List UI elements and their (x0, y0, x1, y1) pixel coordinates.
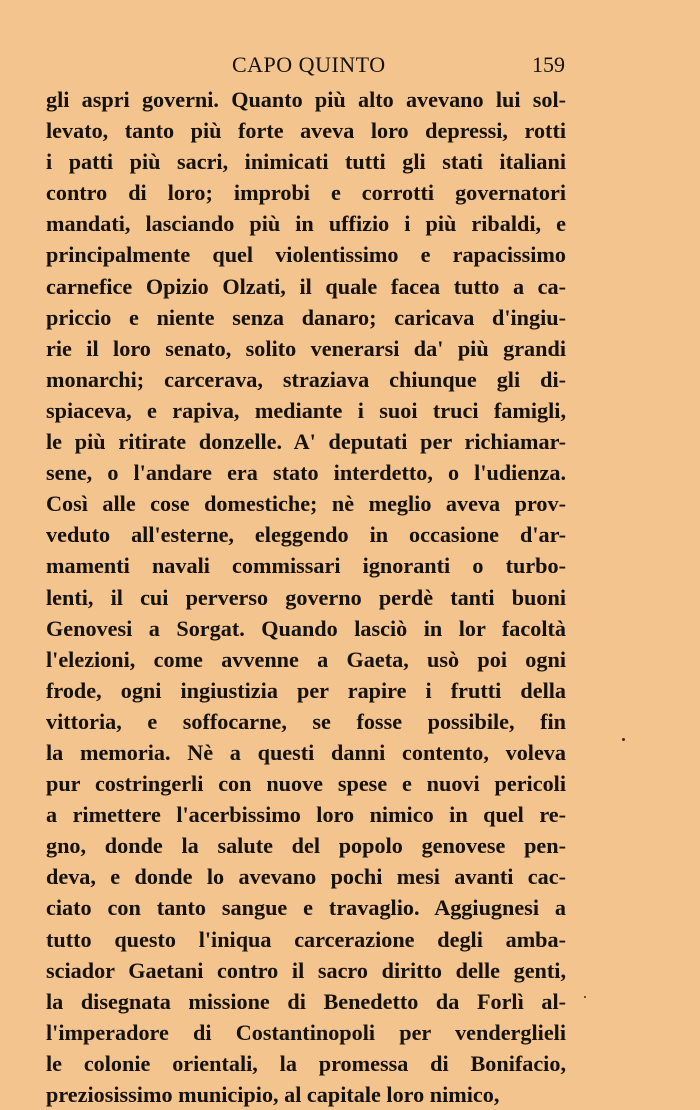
text-line: vittoria, e soffocarne, se fosse possibile, fin (46, 708, 566, 734)
text-line: gli aspri governi. Quanto più alto avevano lui sol- (46, 87, 566, 112)
text-line: lenti, il cui perverso governo perdè tanti buoni (46, 584, 566, 610)
text-line: mamenti navali commissari ignoranti o turbo- (46, 553, 566, 579)
page-number: 159 (532, 52, 565, 77)
print-speck (622, 738, 625, 741)
text-line: tutto questo l'iniqua carcerazione degli amba- (46, 926, 566, 952)
text-line: pur costringerli con nuove spese e nuovi pericoli (46, 771, 566, 797)
text-line: Così alle cose domestiche; nè meglio aveva prov- (46, 491, 566, 517)
text-line: contro di loro; improbi e corrotti governatori (46, 180, 566, 206)
text-line: principalmente quel violentissimo e rapacissimo (46, 242, 566, 268)
text-line: sene, o l'andare era stato interdetto, o l'udienza. (46, 460, 566, 486)
text-line: l'imperadore di Costantinopoli per venderglieli (46, 1019, 566, 1045)
text-line: l'elezioni, come avvenne a Gaeta, usò poi ogni (46, 646, 566, 672)
text-line: levato, tanto più forte aveva loro depressi, rotti (46, 118, 566, 144)
text-line: le più ritirate donzelle. A' deputati per richiamar- (46, 429, 566, 455)
text-line: a rimettere l'acerbissimo loro nimico in quel re- (46, 802, 566, 828)
text-line: le colonie orientali, la promessa di Bonifacio, (46, 1050, 566, 1076)
body-text (46, 84, 566, 1110)
text-line: gno, donde la salute del popolo genovese pen- (46, 833, 566, 859)
text-line: priccio e niente senza danaro; caricava d'ingiu- (46, 304, 566, 330)
page-header (0, 52, 700, 82)
text-line: preziosissimo municipio, al capitale loro nimico, (46, 1082, 500, 1107)
text-line: Genovesi a Sorgat. Quando lasciò in lor facoltà (46, 615, 566, 641)
text-line: spiaceva, e rapiva, mediante i suoi truci famigli, (46, 397, 566, 423)
text-line: veduto all'esterne, eleggendo in occasione d'ar- (46, 522, 566, 548)
text-line: la disegnata missione di Benedetto da Forlì al- (46, 988, 566, 1014)
text-line: sciador Gaetani contro il sacro diritto delle genti, (46, 957, 566, 983)
text-line: i patti più sacri, inimicati tutti gli stati italiani (46, 149, 566, 175)
text-line: mandati, lasciando più in uffizio i più ribaldi, e (46, 211, 566, 237)
text-line: la memoria. Nè a questi danni contento, voleva (46, 739, 566, 765)
running-title: CAPO QUINTO (232, 52, 386, 77)
text-line: deva, e donde lo avevano pochi mesi avanti cac- (46, 864, 566, 890)
text-line: frode, ogni ingiustizia per rapire i frutti della (46, 677, 566, 703)
text-line: rie il loro senato, solito venerarsi da' più grandi (46, 335, 566, 361)
print-speck (584, 996, 586, 998)
text-line: ciato con tanto sangue e travaglio. Aggiugnesi a (46, 895, 566, 921)
text-line: monarchi; carcerava, straziava chiunque gli di- (46, 366, 566, 392)
text-line: carnefice Opizio Olzati, il quale facea tutto a ca- (46, 273, 566, 299)
